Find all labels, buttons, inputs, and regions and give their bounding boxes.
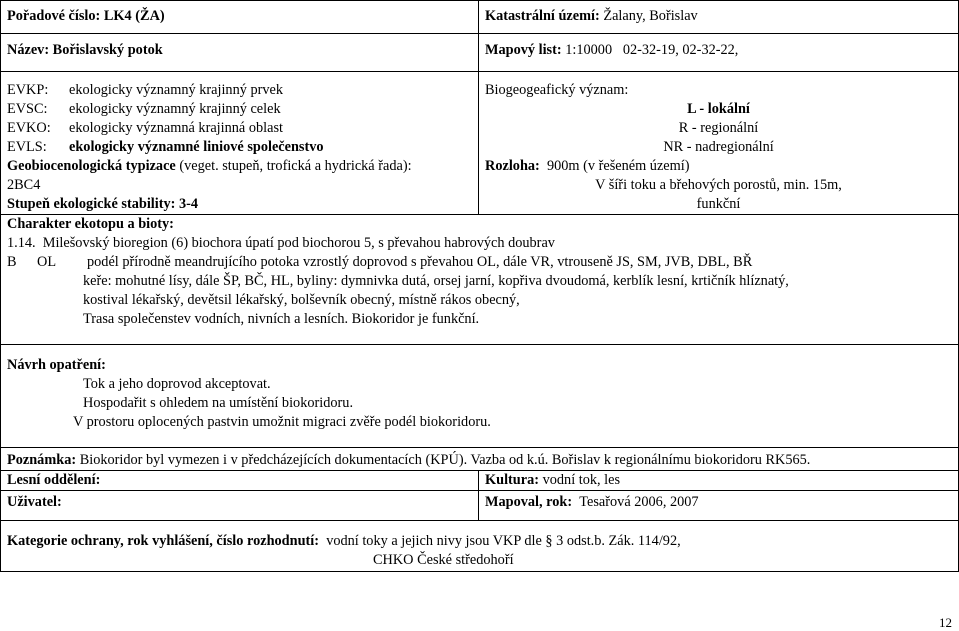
charakter-line2 bbox=[7, 253, 952, 272]
nazev-label: Název: bbox=[7, 42, 50, 58]
biogeo-regionalni: R - regionální bbox=[678, 120, 759, 136]
geobio-line bbox=[7, 157, 472, 176]
navrh-cell bbox=[1, 345, 959, 448]
evsc-text: ekologicky významný krajinný celek bbox=[69, 101, 281, 117]
row-poznamka bbox=[1, 448, 959, 471]
rozloha-label: Rozloha: bbox=[485, 158, 540, 174]
poradove-label: Pořadové číslo: bbox=[7, 8, 101, 24]
row-lesni bbox=[1, 471, 959, 491]
nazev-value: Bořislavský potok bbox=[52, 42, 163, 58]
poradove-cell bbox=[1, 1, 479, 34]
evls-line bbox=[7, 138, 472, 157]
row-uzivatel bbox=[1, 491, 959, 521]
uzivatel-label: Uživatel: bbox=[7, 494, 62, 510]
poznamka-label: Poznámka: bbox=[7, 452, 77, 468]
stupen-value: 3-4 bbox=[178, 196, 199, 212]
evkp-text: ekologicky významný krajinný prvek bbox=[69, 82, 283, 98]
lesni-cell bbox=[1, 471, 479, 491]
row-nazev bbox=[1, 34, 959, 72]
mapovy-label: Mapový list: bbox=[485, 42, 562, 58]
evkp-abbr: EVKP: bbox=[7, 82, 49, 98]
evko-text: ekologicky významná krajinná oblast bbox=[69, 120, 283, 136]
geobio-label: Geobiocenologická typizace bbox=[7, 158, 176, 174]
uzivatel-cell bbox=[1, 491, 479, 521]
biogeo-lokalni: L - lokální bbox=[687, 101, 750, 117]
evko-abbr: EVKO: bbox=[7, 120, 51, 136]
charakter-line1: 1.14. Milešovský bioregion (6) biochora úpatí pod biochorou 5, s převahou habrových doubrav bbox=[7, 235, 555, 251]
geobio-value: 2BC4 bbox=[7, 177, 41, 193]
charakter-line2-text: podél přírodně meandrujícího potoka vzrostlý doprovod s převahou OL, dále VR, vtrouseně JS, SM, JVB, DBL, BŘ bbox=[87, 254, 753, 270]
row-charakter bbox=[1, 215, 959, 345]
charakter-line3: keře: mohutné lísy, dále ŠP, BČ, HL, byliny: dymnivka dutá, orsej jarní, kopřiva dvoudomá, kerblík lesní, krtičník hlíznatý, bbox=[83, 273, 789, 289]
evsc-line bbox=[7, 100, 472, 119]
stupen-label: Stupeň ekologické stability: bbox=[7, 196, 176, 212]
navrh-item: Tok a jeho doprovod akceptovat. bbox=[83, 376, 271, 392]
mapoval-value: Tesařová 2006, 2007 bbox=[579, 494, 699, 510]
katastr-label: Katastrální území: bbox=[485, 8, 600, 24]
kultura-label: Kultura: bbox=[485, 472, 540, 488]
poznamka-cell bbox=[1, 448, 959, 471]
biogeo-title: Biogeogeafický význam: bbox=[485, 82, 629, 98]
katastr-cell bbox=[479, 1, 959, 34]
charakter-line5: Trasa společenstev vodních, nivních a lesních. Biokoridor je funkční. bbox=[83, 311, 480, 327]
biogeo-nadregionalni: NR - nadregionální bbox=[663, 139, 774, 155]
evsc-abbr: EVSC: bbox=[7, 101, 48, 117]
page-number: 12 bbox=[939, 615, 952, 630]
mapoval-label: Mapoval, rok: bbox=[485, 494, 573, 510]
rozloha-value: 900m (v řešeném území) bbox=[546, 158, 690, 174]
row-poradove bbox=[1, 1, 959, 34]
mapoval-cell bbox=[479, 491, 959, 521]
kategorie-cell bbox=[1, 521, 959, 572]
poradove-value: LK4 (ŽA) bbox=[103, 8, 165, 24]
evls-abbr: EVLS: bbox=[7, 139, 47, 155]
charakter-label: Charakter ekotopu a bioty: bbox=[7, 216, 174, 232]
katastr-value: Žalany, Bořislav bbox=[603, 8, 698, 24]
rozloha-line bbox=[485, 157, 952, 176]
evko-line bbox=[7, 119, 472, 138]
mapovy-cell bbox=[479, 34, 959, 72]
kategorie-label: Kategorie ochrany, rok vyhlášení, číslo rozhodnutí: bbox=[7, 533, 320, 549]
lesni-label: Lesní oddělení: bbox=[7, 472, 101, 488]
kategorie-value: vodní toky a jejich nivy jsou VKP dle § 3 odst.b. Zák. 114/92, bbox=[326, 533, 681, 549]
nazev-cell bbox=[1, 34, 479, 72]
evkp-line bbox=[7, 81, 472, 100]
sire-line2: funkční bbox=[696, 196, 741, 212]
charakter-ol: OL bbox=[37, 254, 57, 270]
poznamka-text: Biokoridor byl vymezen i v předcházejících dokumentacích (KPÚ). Vazba od k.ú. Bořislav k regionálnímu biokoridoru RK565. bbox=[79, 452, 811, 468]
navrh-item: V prostoru oplocených pastvin umožnit migraci zvěře podél biokoridoru. bbox=[73, 414, 491, 430]
mapovy-value: 1:10000 02-32-19, 02-32-22, bbox=[565, 42, 739, 58]
kultura-cell bbox=[479, 471, 959, 491]
geobio-note: (veget. stupeň, trofická a hydrická řada): bbox=[179, 158, 412, 174]
kultura-value: vodní tok, les bbox=[542, 472, 621, 488]
row-navrh bbox=[1, 345, 959, 448]
sire-line1: V šíři toku a břehových porostů, min. 15m, bbox=[595, 177, 842, 193]
legend-cell bbox=[1, 72, 479, 215]
navrh-label: Návrh opatření: bbox=[7, 357, 106, 373]
evls-text: ekologicky významné liniové společenstvo bbox=[69, 139, 324, 155]
charakter-line4: kostival lékařský, devětsil lékařský, bolševník obecný, místně rákos obecný, bbox=[83, 292, 520, 308]
charakter-cell bbox=[1, 215, 959, 345]
charakter-b: B bbox=[7, 254, 17, 270]
row-legend bbox=[1, 72, 959, 215]
navrh-item: Hospodařit s ohledem na umístění biokoridoru. bbox=[83, 395, 354, 411]
row-kategorie bbox=[1, 521, 959, 572]
kategorie-line2: CHKO České středohoří bbox=[373, 552, 514, 568]
biogeo-cell bbox=[479, 72, 959, 215]
stupen-line bbox=[7, 195, 472, 214]
